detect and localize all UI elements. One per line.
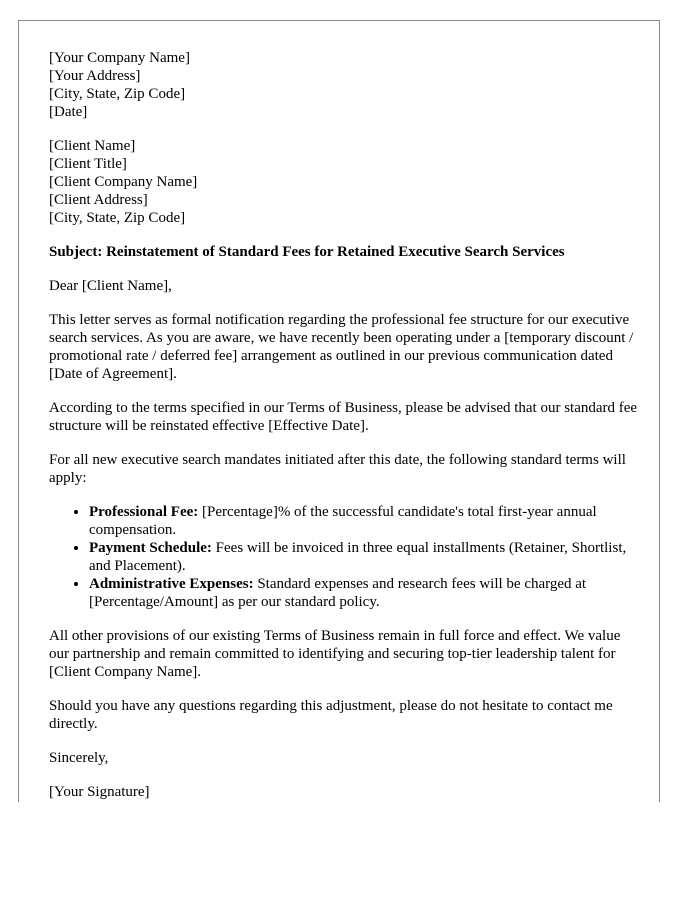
salutation: Dear [Client Name],	[49, 278, 172, 294]
term-title: Payment Schedule:	[89, 540, 212, 556]
sender-address: [Your Address]	[49, 68, 141, 84]
sender-company-name: [Your Company Name]	[49, 50, 190, 66]
sender-address-block	[49, 49, 639, 121]
body-paragraph-notification: This letter serves as formal notification regarding the professional fee structure for our executive search services. As you are aware, we have recently been operating under a [temporary discount / promotional rate / deferred fee] arrangement as outlined in our previous communication dated [Date of Agreement].	[49, 312, 634, 382]
recipient-name: [Client Name]	[49, 138, 136, 154]
closing-paragraph-provisions: All other provisions of our existing Terms of Business remain in full force and effect. We value our partnership and remain committed to identifying and securing top-tier leadership talent for [Client Company Name].	[49, 628, 621, 680]
recipient-title: [Client Title]	[49, 156, 127, 172]
body-paragraph-terms-intro: For all new executive search mandates initiated after this date, the following standard terms will apply:	[49, 452, 626, 486]
closing-paragraph-contact: Should you have any questions regarding this adjustment, please do not hesitate to contact me directly.	[49, 698, 613, 732]
signature-placeholder: [Your Signature]	[49, 784, 150, 800]
term-text: [Percentage]% of the successful candidate's total first-year annual compensation.	[89, 504, 597, 538]
term-title: Administrative Expenses:	[89, 576, 254, 592]
letter-date: [Date]	[49, 104, 88, 120]
term-administrative-expenses	[89, 575, 639, 611]
letter-page	[18, 20, 660, 802]
term-professional-fee	[89, 503, 639, 539]
recipient-address-block	[49, 137, 639, 227]
recipient-city-state-zip: [City, State, Zip Code]	[49, 210, 186, 226]
terms-list	[49, 503, 639, 611]
term-payment-schedule	[89, 539, 639, 575]
recipient-company-name: [Client Company Name]	[49, 174, 198, 190]
sender-city-state-zip: [City, State, Zip Code]	[49, 86, 186, 102]
term-text: Standard expenses and research fees will be charged at [Percentage/Amount] as per our standard policy.	[89, 576, 587, 610]
letter-body	[49, 49, 639, 802]
term-title: Professional Fee:	[89, 504, 199, 520]
signoff: Sincerely,	[49, 750, 109, 766]
subject-line: Subject: Reinstatement of Standard Fees for Retained Executive Search Services	[49, 244, 565, 260]
recipient-address: [Client Address]	[49, 192, 148, 208]
body-paragraph-reinstatement: According to the terms specified in our Terms of Business, please be advised that our standard fee structure will be reinstated effective [Effective Date].	[49, 400, 638, 434]
term-text: Fees will be invoiced in three equal installments (Retainer, Shortlist, and Placement).	[89, 540, 627, 574]
